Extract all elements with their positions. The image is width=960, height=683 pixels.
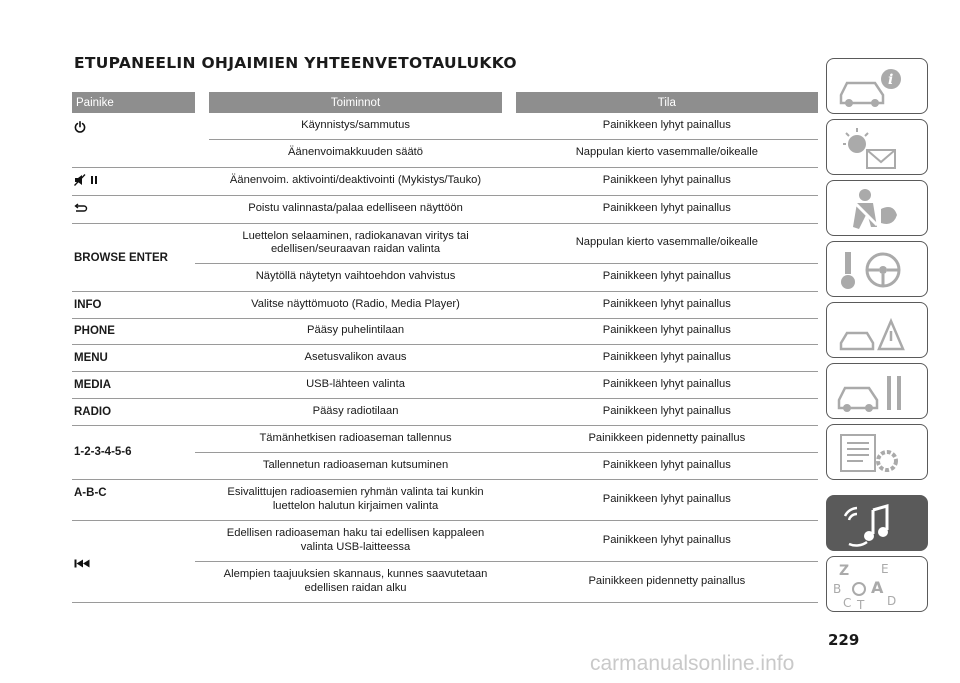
previous-track-icon	[74, 559, 90, 571]
power-icon	[74, 121, 86, 136]
index-letter: T	[857, 598, 865, 612]
index-letter: B	[833, 582, 842, 596]
function-cell: Luettelon selaaminen, radiokanavan viritys tai edellisen/seuraavan raidan valinta	[209, 223, 501, 263]
controls-summary-table	[72, 92, 818, 603]
function-cell: Edellisen radioaseman haku tai edellisen kappaleen valinta USB-laitteessa	[209, 520, 501, 561]
magnifier-icon	[853, 583, 865, 595]
button-cell: BROWSE ENTER	[72, 223, 195, 291]
index-letter: A	[871, 578, 884, 597]
steering-wheel-key-icon	[827, 242, 929, 298]
page-number: 229	[828, 631, 860, 649]
car-service-icon	[827, 364, 929, 420]
mode-cell: Painikkeen lyhyt painallus	[516, 318, 818, 344]
table-row	[72, 520, 818, 561]
table-row	[72, 223, 818, 263]
seatbelt-airbag-icon	[827, 181, 929, 237]
mode-cell: Painikkeen lyhyt painallus	[516, 344, 818, 371]
header-functions: Toiminnot	[209, 92, 501, 113]
button-cell	[72, 113, 195, 167]
mode-cell: Painikkeen lyhyt painallus	[516, 371, 818, 398]
button-cell	[72, 167, 195, 195]
tab-car-info[interactable]	[826, 58, 928, 114]
mode-cell: Painikkeen lyhyt painallus	[516, 113, 818, 139]
tab-alphabetical-index[interactable]	[826, 556, 928, 612]
function-cell: USB-lähteen valinta	[209, 371, 501, 398]
tab-technical-data[interactable]	[826, 424, 928, 480]
back-icon	[74, 203, 88, 216]
button-cell: MEDIA	[72, 371, 195, 398]
button-cell	[72, 195, 195, 223]
button-cell: INFO	[72, 291, 195, 318]
function-cell: Tämänhetkisen radioaseman tallennus	[209, 425, 501, 452]
tab-road-warning[interactable]	[826, 302, 928, 358]
page-title: ETUPANEELIN OHJAIMIEN YHTEENVETOTAULUKKO	[74, 54, 517, 72]
function-cell: Näytöllä näytetyn vaihtoehdon vahvistus	[209, 263, 501, 291]
multimedia-icon	[827, 496, 929, 552]
function-cell: Asetusvalikon avaus	[209, 344, 501, 371]
function-cell: Äänenvoimakkuuden säätö	[209, 139, 501, 167]
mode-cell: Painikkeen lyhyt painallus	[516, 263, 818, 291]
button-cell: MENU	[72, 344, 195, 371]
table-row	[72, 398, 818, 425]
function-cell: Valitse näyttömuoto (Radio, Media Player)	[209, 291, 501, 318]
mode-cell: Painikkeen lyhyt painallus	[516, 195, 818, 223]
mute-pause-icon	[74, 174, 100, 189]
index-letter: Z	[839, 563, 850, 579]
table-row	[72, 479, 818, 520]
technical-data-icon	[827, 425, 929, 481]
mode-cell: Painikkeen pidennetty painallus	[516, 425, 818, 452]
index-letter: D	[887, 594, 897, 608]
function-cell: Käynnistys/sammutus	[209, 113, 501, 139]
table-row	[72, 291, 818, 318]
button-cell: 1-2-3-4-5-6	[72, 425, 195, 479]
header-button: Painike	[72, 92, 195, 113]
function-cell: Pääsy puhelintilaan	[209, 318, 501, 344]
road-warning-icon	[827, 303, 929, 359]
index-letter: C	[843, 596, 852, 610]
table-row	[72, 371, 818, 398]
warning-lights-icon	[827, 120, 929, 176]
tab-seatbelt-airbag[interactable]	[826, 180, 928, 236]
watermark: carmanualsonline.info	[590, 652, 795, 675]
button-cell: PHONE	[72, 318, 195, 344]
mode-cell: Painikkeen lyhyt painallus	[516, 398, 818, 425]
mode-cell: Painikkeen lyhyt painallus	[516, 291, 818, 318]
table-row	[72, 318, 818, 344]
button-cell: RADIO	[72, 398, 195, 425]
table-row	[72, 344, 818, 371]
mode-cell: Painikkeen lyhyt painallus	[516, 520, 818, 561]
index-letter: E	[881, 562, 889, 576]
tab-steering-wheel-key[interactable]	[826, 241, 928, 297]
tab-car-service[interactable]	[826, 363, 928, 419]
function-cell: Tallennetun radioaseman kutsuminen	[209, 452, 501, 479]
mode-cell: Painikkeen lyhyt painallus	[516, 452, 818, 479]
car-info-icon	[827, 59, 929, 115]
table-header-row	[72, 92, 818, 113]
tab-multimedia[interactable]	[826, 495, 928, 551]
tab-warning-lights[interactable]	[826, 119, 928, 175]
button-cell	[72, 520, 195, 602]
table-row	[72, 113, 818, 139]
function-cell: Esivalittujen radioasemien ryhmän valinta tai kunkin luettelon halutun kirjaimen valinta	[209, 479, 501, 520]
mode-cell: Painikkeen lyhyt painallus	[516, 479, 818, 520]
function-cell: Äänenvoim. aktivointi/deaktivointi (Mykistys/Tauko)	[209, 167, 501, 195]
alphabetical-index-icon	[827, 557, 929, 613]
mode-cell: Painikkeen lyhyt painallus	[516, 167, 818, 195]
header-mode: Tila	[516, 92, 818, 113]
mode-cell: Nappulan kierto vasemmalle/oikealle	[516, 223, 818, 263]
function-cell: Poistu valinnasta/palaa edelliseen näyttöön	[209, 195, 501, 223]
svg-text:i: i	[888, 72, 894, 88]
table-row	[72, 195, 818, 223]
table-row	[72, 167, 818, 195]
function-cell: Pääsy radiotilaan	[209, 398, 501, 425]
table-row	[72, 425, 818, 452]
mode-cell: Nappulan kierto vasemmalle/oikealle	[516, 139, 818, 167]
mode-cell: Painikkeen pidennetty painallus	[516, 561, 818, 602]
function-cell: Alempien taajuuksien skannaus, kunnes saavutetaan edellisen raidan alku	[209, 561, 501, 602]
button-cell: A-B-C	[72, 479, 195, 520]
